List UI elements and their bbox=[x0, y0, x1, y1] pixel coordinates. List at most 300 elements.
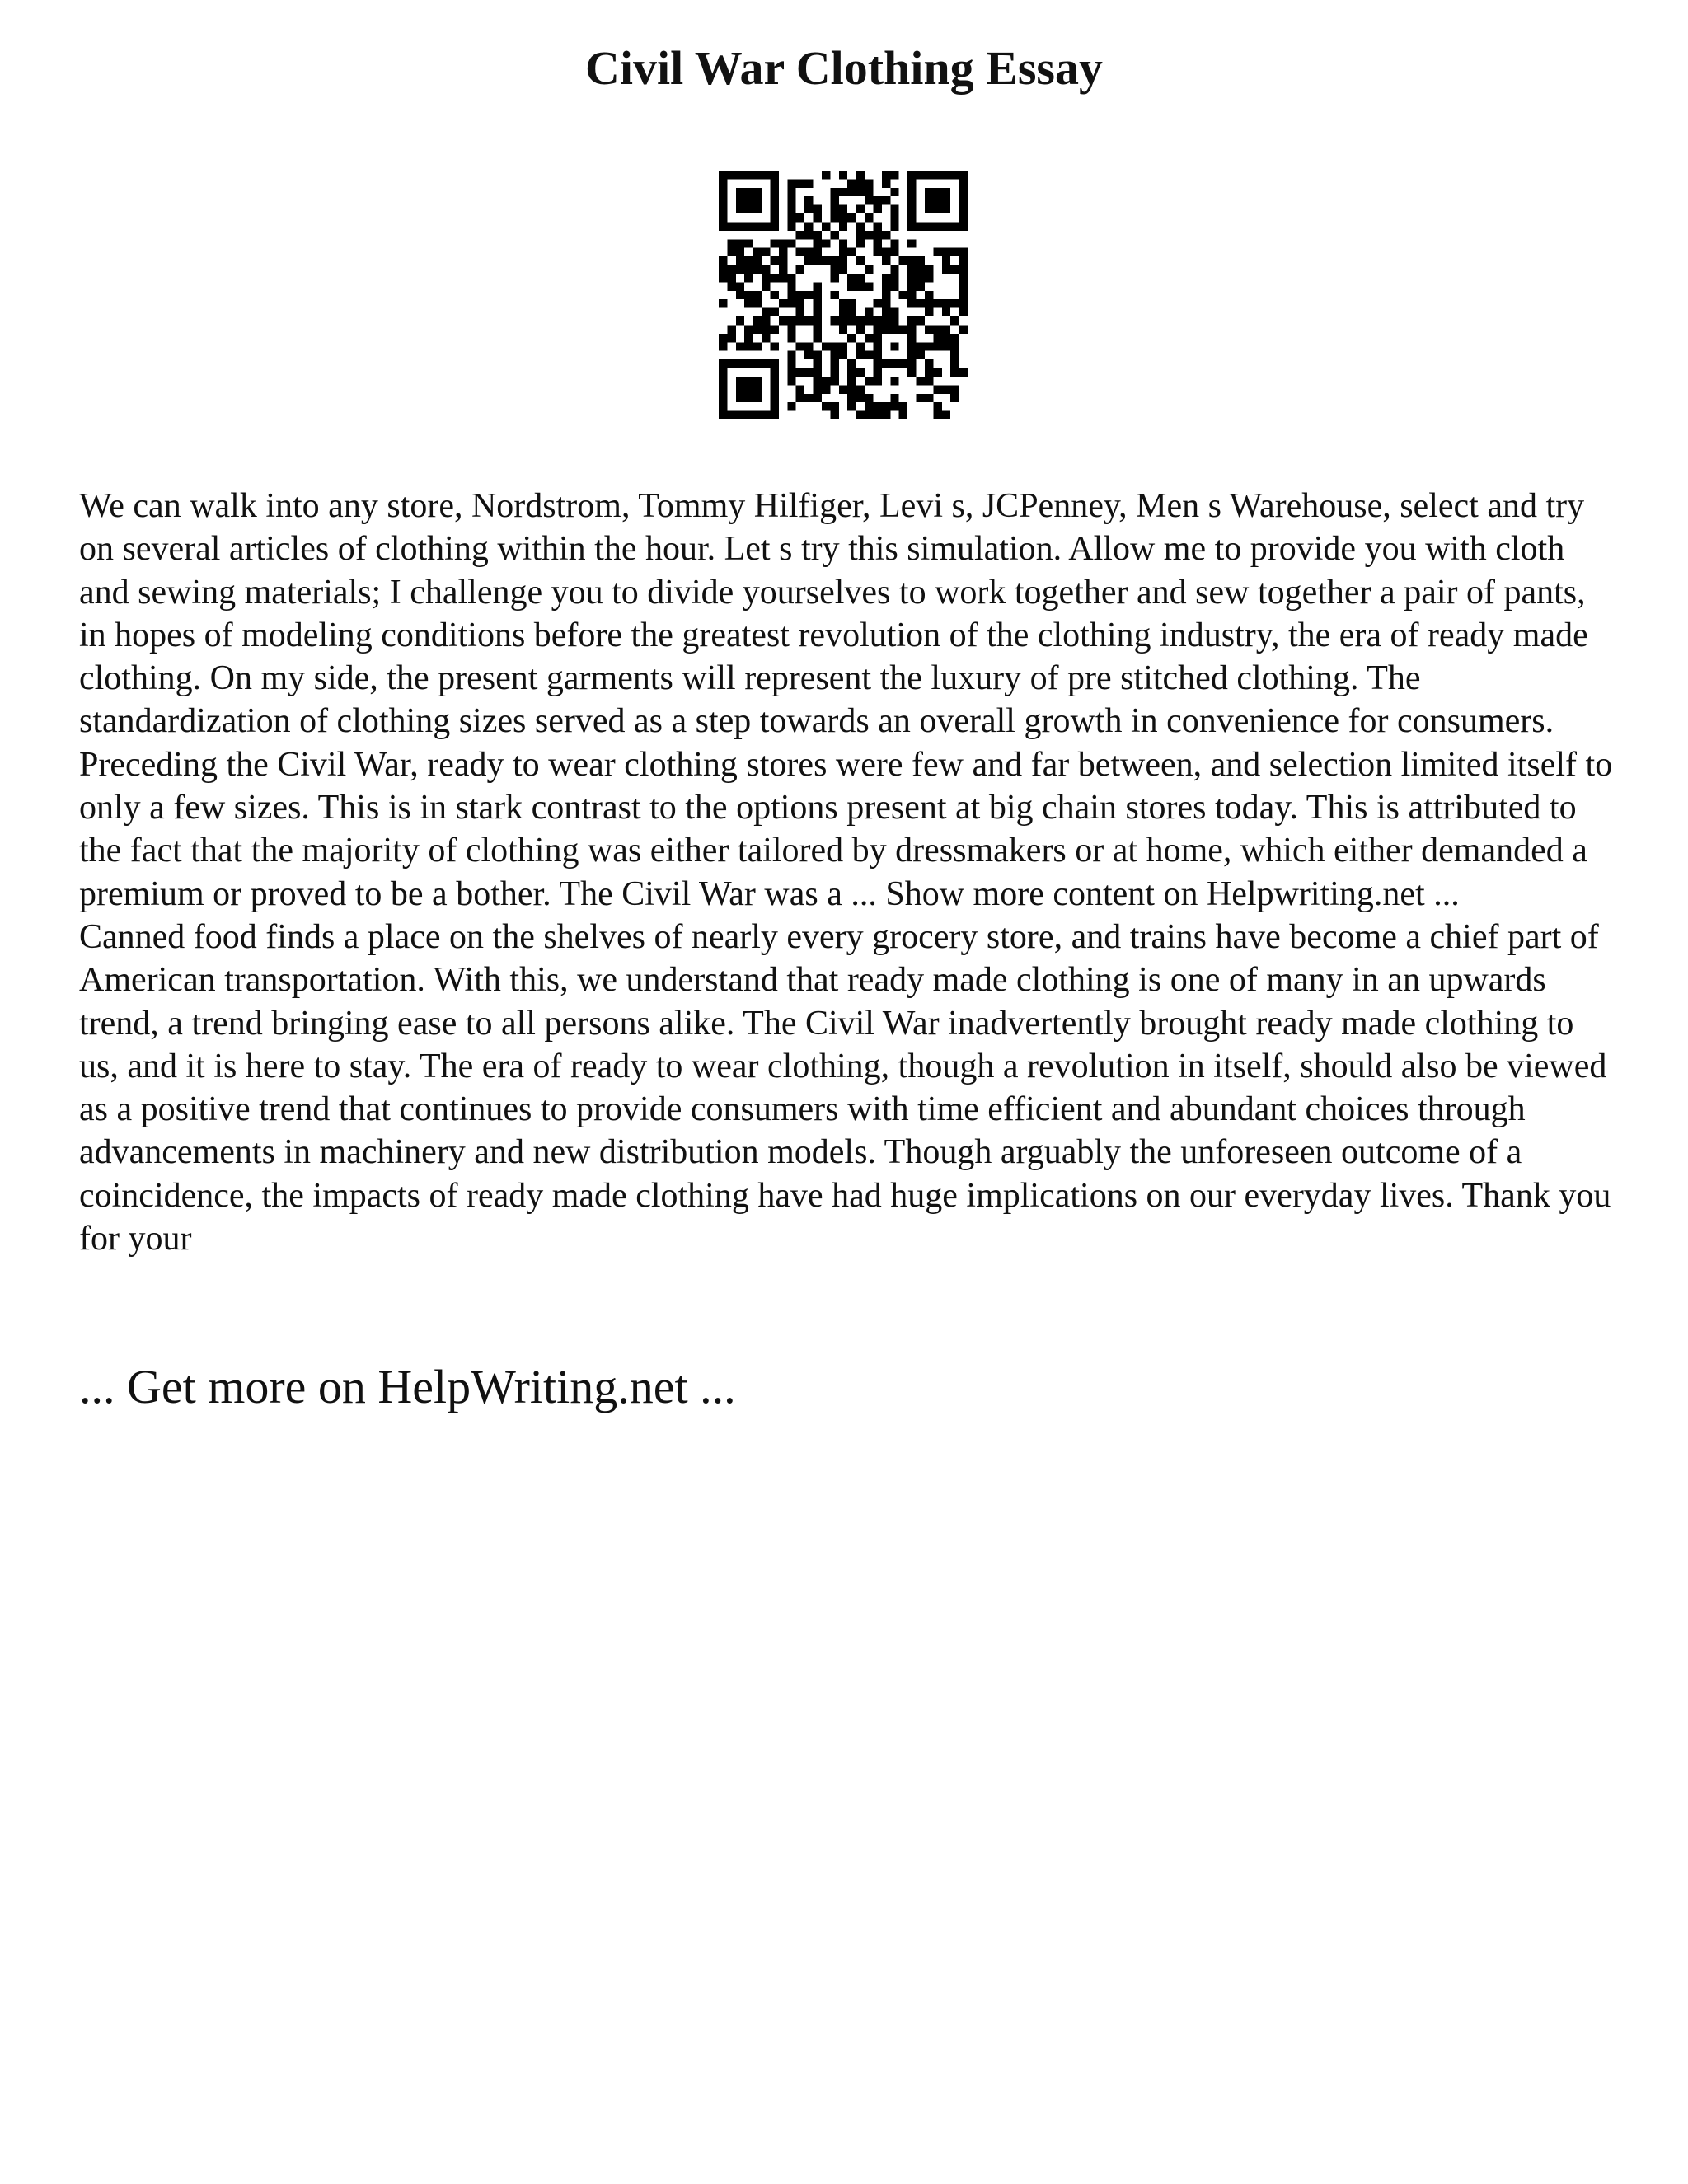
qr-module bbox=[959, 256, 968, 265]
qr-module bbox=[839, 265, 847, 274]
qr-module bbox=[814, 282, 822, 290]
qr-module bbox=[787, 213, 795, 222]
qr-module bbox=[736, 256, 744, 265]
qr-module bbox=[727, 334, 735, 342]
qr-module bbox=[736, 196, 744, 204]
qr-module bbox=[933, 368, 941, 377]
qr-module bbox=[959, 248, 968, 256]
qr-module bbox=[779, 248, 787, 256]
qr-module bbox=[796, 394, 804, 402]
qr-module bbox=[770, 394, 778, 402]
qr-module bbox=[865, 213, 873, 222]
qr-module bbox=[804, 222, 813, 230]
qr-module bbox=[873, 411, 881, 419]
qr-module bbox=[933, 342, 941, 350]
qr-module bbox=[814, 316, 822, 325]
essay-paragraph: We can walk into any store, Nordstrom, Tommy Hilfiger, Levi s, JCPenney, Men s Warehouse, select and try on several articles of clothing within the hour. Let s try this simulation. Allow me to provide you with cloth and sewing materials; I challenge you to divide yourselves to work together and sew together a pair of pants, in hopes of modeling conditions before the greatest revolution of the clothing industry, the era of ready made clothing. On my side, the present garments will represent the luxury of pre stitched clothing. The standardization of clothing sizes served as a step towards an overall growth in convenience for consumers. Preceding the Civil War, ready to wear clothing stores were few and far between, and selection limited itself to only a few sizes. This is in stark contrast to the options present at big chain stores today. This is attributed to the fact that the majority of clothing was either tailored by dressmakers or at home, which either demanded a premium or proved to be a bother. The Civil War was a ... Show more content on Helpwriting.net ... bbox=[79, 487, 1613, 913]
qr-module bbox=[796, 213, 804, 222]
qr-module bbox=[890, 316, 898, 325]
qr-module bbox=[925, 359, 933, 368]
qr-module bbox=[719, 274, 727, 282]
qr-module bbox=[907, 265, 916, 274]
qr-module bbox=[839, 205, 847, 213]
qr-module bbox=[736, 394, 744, 402]
qr-module bbox=[925, 308, 933, 316]
qr-module bbox=[770, 325, 778, 333]
qr-module bbox=[907, 274, 916, 282]
qr-module bbox=[882, 299, 890, 307]
qr-module bbox=[873, 316, 881, 325]
qr-module bbox=[804, 205, 813, 213]
page-title: Civil War Clothing Essay bbox=[585, 41, 1103, 95]
qr-module bbox=[890, 239, 898, 247]
qr-module bbox=[925, 171, 933, 179]
qr-module bbox=[907, 359, 916, 368]
qr-module bbox=[814, 351, 822, 359]
qr-module bbox=[804, 248, 813, 256]
qr-module bbox=[736, 205, 744, 213]
qr-module bbox=[959, 299, 968, 307]
qr-module bbox=[882, 291, 890, 299]
qr-module bbox=[736, 265, 744, 274]
qr-module bbox=[865, 411, 873, 419]
qr-module bbox=[856, 171, 865, 179]
qr-module bbox=[814, 359, 822, 368]
qr-module bbox=[822, 342, 830, 350]
qr-module bbox=[959, 205, 968, 213]
qr-module bbox=[899, 359, 907, 368]
qr-module bbox=[744, 385, 753, 393]
qr-module bbox=[762, 334, 770, 342]
qr-module bbox=[907, 222, 916, 230]
qr-module bbox=[814, 248, 822, 256]
qr-module bbox=[950, 299, 959, 307]
qr-module bbox=[856, 179, 865, 187]
qr-module bbox=[959, 274, 968, 282]
qr-module bbox=[907, 196, 916, 204]
qr-module bbox=[736, 291, 744, 299]
qr-module bbox=[950, 171, 959, 179]
qr-module bbox=[753, 394, 762, 402]
qr-module bbox=[856, 351, 865, 359]
qr-module bbox=[830, 368, 838, 377]
qr-module bbox=[917, 265, 925, 274]
qr-module bbox=[917, 351, 925, 359]
qr-module bbox=[830, 213, 838, 222]
qr-module bbox=[762, 316, 770, 325]
qr-module bbox=[933, 248, 941, 256]
qr-module bbox=[925, 342, 933, 350]
qr-module bbox=[933, 411, 941, 419]
qr-module bbox=[830, 274, 838, 282]
qr-module bbox=[830, 256, 838, 265]
qr-module bbox=[744, 291, 753, 299]
qr-module bbox=[847, 308, 856, 316]
qr-module bbox=[744, 411, 753, 419]
qr-module bbox=[856, 282, 865, 290]
qr-module bbox=[814, 334, 822, 342]
qr-module bbox=[865, 179, 873, 187]
qr-module bbox=[727, 239, 735, 247]
qr-module bbox=[814, 299, 822, 307]
qr-module bbox=[787, 196, 795, 204]
qr-module bbox=[856, 205, 865, 213]
qr-module bbox=[839, 213, 847, 222]
qr-module bbox=[950, 394, 959, 402]
qr-module bbox=[796, 299, 804, 307]
qr-module bbox=[865, 282, 873, 290]
qr-module bbox=[804, 316, 813, 325]
qr-module bbox=[865, 351, 873, 359]
qr-module bbox=[839, 299, 847, 307]
qr-module bbox=[744, 196, 753, 204]
qr-module bbox=[770, 411, 778, 419]
qr-module bbox=[959, 188, 968, 196]
qr-module bbox=[847, 385, 856, 393]
qr-module bbox=[770, 196, 778, 204]
qr-module bbox=[779, 256, 787, 265]
qr-module bbox=[925, 274, 933, 282]
qr-module bbox=[907, 239, 916, 247]
qr-module bbox=[907, 334, 916, 342]
qr-module bbox=[847, 402, 856, 410]
qr-module bbox=[856, 325, 865, 333]
qr-module bbox=[719, 171, 727, 179]
qr-module bbox=[779, 316, 787, 325]
qr-module bbox=[856, 222, 865, 230]
qr-module bbox=[787, 282, 795, 290]
qr-module bbox=[753, 171, 762, 179]
qr-module bbox=[830, 402, 838, 410]
qr-module bbox=[882, 282, 890, 290]
qr-module bbox=[736, 282, 744, 290]
qr-module bbox=[865, 196, 873, 204]
qr-module bbox=[796, 385, 804, 393]
qr-module bbox=[814, 385, 822, 393]
qr-module bbox=[942, 222, 950, 230]
qr-module bbox=[882, 274, 890, 282]
qr-module bbox=[744, 377, 753, 385]
qr-module bbox=[856, 394, 865, 402]
qr-module bbox=[950, 385, 959, 393]
qr-module bbox=[907, 213, 916, 222]
qr-module bbox=[856, 411, 865, 419]
qr-module bbox=[830, 231, 838, 239]
qr-module bbox=[882, 256, 890, 265]
qr-module bbox=[942, 196, 950, 204]
qr-module bbox=[770, 402, 778, 410]
qr-module bbox=[890, 308, 898, 316]
qr-module bbox=[839, 188, 847, 196]
qr-module bbox=[847, 299, 856, 307]
qr-module bbox=[770, 377, 778, 385]
qr-module bbox=[727, 359, 735, 368]
qr-module bbox=[787, 274, 795, 282]
qr-module bbox=[770, 274, 778, 282]
qr-module bbox=[796, 316, 804, 325]
qr-module bbox=[779, 299, 787, 307]
qr-module bbox=[865, 188, 873, 196]
qr-module bbox=[882, 411, 890, 419]
qr-module bbox=[917, 342, 925, 350]
qr-module bbox=[907, 282, 916, 290]
qr-module bbox=[856, 342, 865, 350]
qr-module bbox=[873, 196, 881, 204]
qr-module bbox=[925, 377, 933, 385]
qr-module bbox=[959, 213, 968, 222]
get-more-link[interactable]: ... Get more on HelpWriting.net ... bbox=[79, 1360, 736, 1413]
qr-module bbox=[873, 334, 881, 342]
qr-module bbox=[727, 248, 735, 256]
qr-module bbox=[753, 256, 762, 265]
qr-module bbox=[796, 248, 804, 256]
qr-module bbox=[787, 291, 795, 299]
qr-module bbox=[719, 334, 727, 342]
qr-module bbox=[839, 171, 847, 179]
qr-module bbox=[744, 205, 753, 213]
qr-module bbox=[882, 402, 890, 410]
qr-module bbox=[762, 222, 770, 230]
qr-module bbox=[719, 256, 727, 265]
qr-module bbox=[950, 248, 959, 256]
qr-module bbox=[822, 402, 830, 410]
qr-module bbox=[753, 291, 762, 299]
qr-module bbox=[719, 377, 727, 385]
qr-module bbox=[779, 239, 787, 247]
qr-module bbox=[744, 222, 753, 230]
qr-module bbox=[719, 196, 727, 204]
qr-module bbox=[925, 299, 933, 307]
qr-module bbox=[890, 325, 898, 333]
qr-module bbox=[830, 205, 838, 213]
qr-module bbox=[770, 256, 778, 265]
qr-module bbox=[770, 213, 778, 222]
qr-module bbox=[787, 239, 795, 247]
qr-module bbox=[942, 188, 950, 196]
qr-module bbox=[847, 394, 856, 402]
qr-module bbox=[882, 196, 890, 204]
qr-module bbox=[770, 188, 778, 196]
qr-module bbox=[839, 342, 847, 350]
qr-module bbox=[907, 188, 916, 196]
qr-module bbox=[744, 359, 753, 368]
qr-module bbox=[753, 316, 762, 325]
qr-module bbox=[899, 402, 907, 410]
qr-module bbox=[770, 222, 778, 230]
qr-module bbox=[950, 316, 959, 325]
qr-module bbox=[762, 411, 770, 419]
qr-module bbox=[814, 231, 822, 239]
qr-module bbox=[736, 411, 744, 419]
qr-module bbox=[907, 325, 916, 333]
qr-module bbox=[787, 402, 795, 410]
qr-module bbox=[959, 179, 968, 187]
qr-module bbox=[719, 342, 727, 350]
qr-module bbox=[787, 351, 795, 359]
qr-module bbox=[856, 385, 865, 393]
qr-module bbox=[719, 411, 727, 419]
qr-module bbox=[925, 291, 933, 299]
qr-module bbox=[804, 291, 813, 299]
qr-module bbox=[942, 299, 950, 307]
qr-module bbox=[787, 188, 795, 196]
qr-module bbox=[847, 213, 856, 222]
qr-module bbox=[814, 205, 822, 213]
qr-module bbox=[942, 171, 950, 179]
qr-module bbox=[719, 385, 727, 393]
qr-module bbox=[873, 248, 881, 256]
qr-module bbox=[814, 394, 822, 402]
qr-module bbox=[839, 239, 847, 247]
qr-module bbox=[847, 359, 856, 368]
qr-module bbox=[942, 411, 950, 419]
qr-module bbox=[787, 316, 795, 325]
qr-module bbox=[762, 274, 770, 282]
qr-module bbox=[762, 359, 770, 368]
qr-module bbox=[830, 291, 838, 299]
qr-module bbox=[744, 342, 753, 350]
qr-module bbox=[762, 248, 770, 256]
qr-module bbox=[830, 377, 838, 385]
qr-module bbox=[770, 171, 778, 179]
qr-module bbox=[890, 394, 898, 402]
qr-module bbox=[873, 325, 881, 333]
qr-module bbox=[942, 256, 950, 265]
qr-module bbox=[787, 205, 795, 213]
qr-module bbox=[804, 368, 813, 377]
qr-module bbox=[804, 231, 813, 239]
qr-module bbox=[839, 351, 847, 359]
qr-module bbox=[719, 402, 727, 410]
qr-module bbox=[959, 325, 968, 333]
qr-module bbox=[839, 222, 847, 230]
qr-module bbox=[890, 213, 898, 222]
qr-module bbox=[736, 171, 744, 179]
qr-module bbox=[787, 179, 795, 187]
qr-module bbox=[847, 248, 856, 256]
qr-module bbox=[917, 299, 925, 307]
qr-module bbox=[856, 231, 865, 239]
qr-module bbox=[856, 316, 865, 325]
qr-module bbox=[736, 316, 744, 325]
qr-module bbox=[950, 359, 959, 368]
qr-module bbox=[865, 394, 873, 402]
qr-module bbox=[804, 256, 813, 265]
qr-module bbox=[719, 299, 727, 307]
qr-module bbox=[907, 368, 916, 377]
qr-module bbox=[890, 342, 898, 350]
qr-module bbox=[770, 368, 778, 377]
qr-module bbox=[865, 316, 873, 325]
qr-module bbox=[950, 265, 959, 274]
qr-module bbox=[753, 248, 762, 256]
qr-module bbox=[736, 377, 744, 385]
qr-module bbox=[890, 274, 898, 282]
qr-module bbox=[744, 239, 753, 247]
qr-module bbox=[917, 256, 925, 265]
qr-module bbox=[719, 394, 727, 402]
qr-module bbox=[736, 342, 744, 350]
qr-module bbox=[890, 402, 898, 410]
qr-module bbox=[873, 222, 881, 230]
qr-module bbox=[727, 411, 735, 419]
qr-module bbox=[744, 334, 753, 342]
qr-module bbox=[744, 256, 753, 265]
qr-module bbox=[796, 342, 804, 350]
qr-module bbox=[847, 316, 856, 325]
qr-module bbox=[907, 351, 916, 359]
qr-module bbox=[753, 205, 762, 213]
qr-module bbox=[942, 385, 950, 393]
qr-module bbox=[942, 325, 950, 333]
qr-module bbox=[873, 402, 881, 410]
qr-module bbox=[950, 342, 959, 350]
qr-module bbox=[933, 188, 941, 196]
qr-module bbox=[847, 377, 856, 385]
qr-module bbox=[744, 325, 753, 333]
qr-module bbox=[822, 377, 830, 385]
qr-module bbox=[925, 368, 933, 377]
qr-module bbox=[882, 308, 890, 316]
qr-module bbox=[873, 368, 881, 377]
qr-module bbox=[736, 239, 744, 247]
qr-module bbox=[959, 291, 968, 299]
qr-module bbox=[814, 256, 822, 265]
qr-module bbox=[804, 196, 813, 204]
qr-module bbox=[736, 248, 744, 256]
qr-module bbox=[762, 282, 770, 290]
qr-module bbox=[907, 256, 916, 265]
qr-module bbox=[959, 196, 968, 204]
qr-module bbox=[719, 213, 727, 222]
qr-module bbox=[804, 351, 813, 359]
qr-module bbox=[830, 351, 838, 359]
qr-module bbox=[950, 334, 959, 342]
qr-module bbox=[873, 299, 881, 307]
qr-module bbox=[933, 205, 941, 213]
qr-module bbox=[719, 359, 727, 368]
qr-module bbox=[925, 188, 933, 196]
qr-module bbox=[942, 334, 950, 342]
qr-module bbox=[753, 265, 762, 274]
qr-module bbox=[856, 239, 865, 247]
qr-module bbox=[719, 368, 727, 377]
qr-module bbox=[762, 265, 770, 274]
qr-module bbox=[719, 179, 727, 187]
qr-module bbox=[933, 385, 941, 393]
qr-module bbox=[925, 196, 933, 204]
qr-module bbox=[796, 368, 804, 377]
qr-module bbox=[917, 274, 925, 282]
qr-module bbox=[822, 239, 830, 247]
qr-module bbox=[830, 342, 838, 350]
qr-module bbox=[925, 205, 933, 213]
qr-module bbox=[917, 394, 925, 402]
qr-module bbox=[727, 325, 735, 333]
qr-module bbox=[959, 222, 968, 230]
qr-module bbox=[865, 377, 873, 385]
qr-module bbox=[873, 231, 881, 239]
qr-module bbox=[796, 291, 804, 299]
qr-module bbox=[933, 196, 941, 204]
qr-module bbox=[873, 351, 881, 359]
qr-module bbox=[865, 308, 873, 316]
qr-module bbox=[727, 222, 735, 230]
qr-module bbox=[890, 171, 898, 179]
qr-module bbox=[882, 359, 890, 368]
qr-module bbox=[796, 231, 804, 239]
qr-module bbox=[762, 171, 770, 179]
